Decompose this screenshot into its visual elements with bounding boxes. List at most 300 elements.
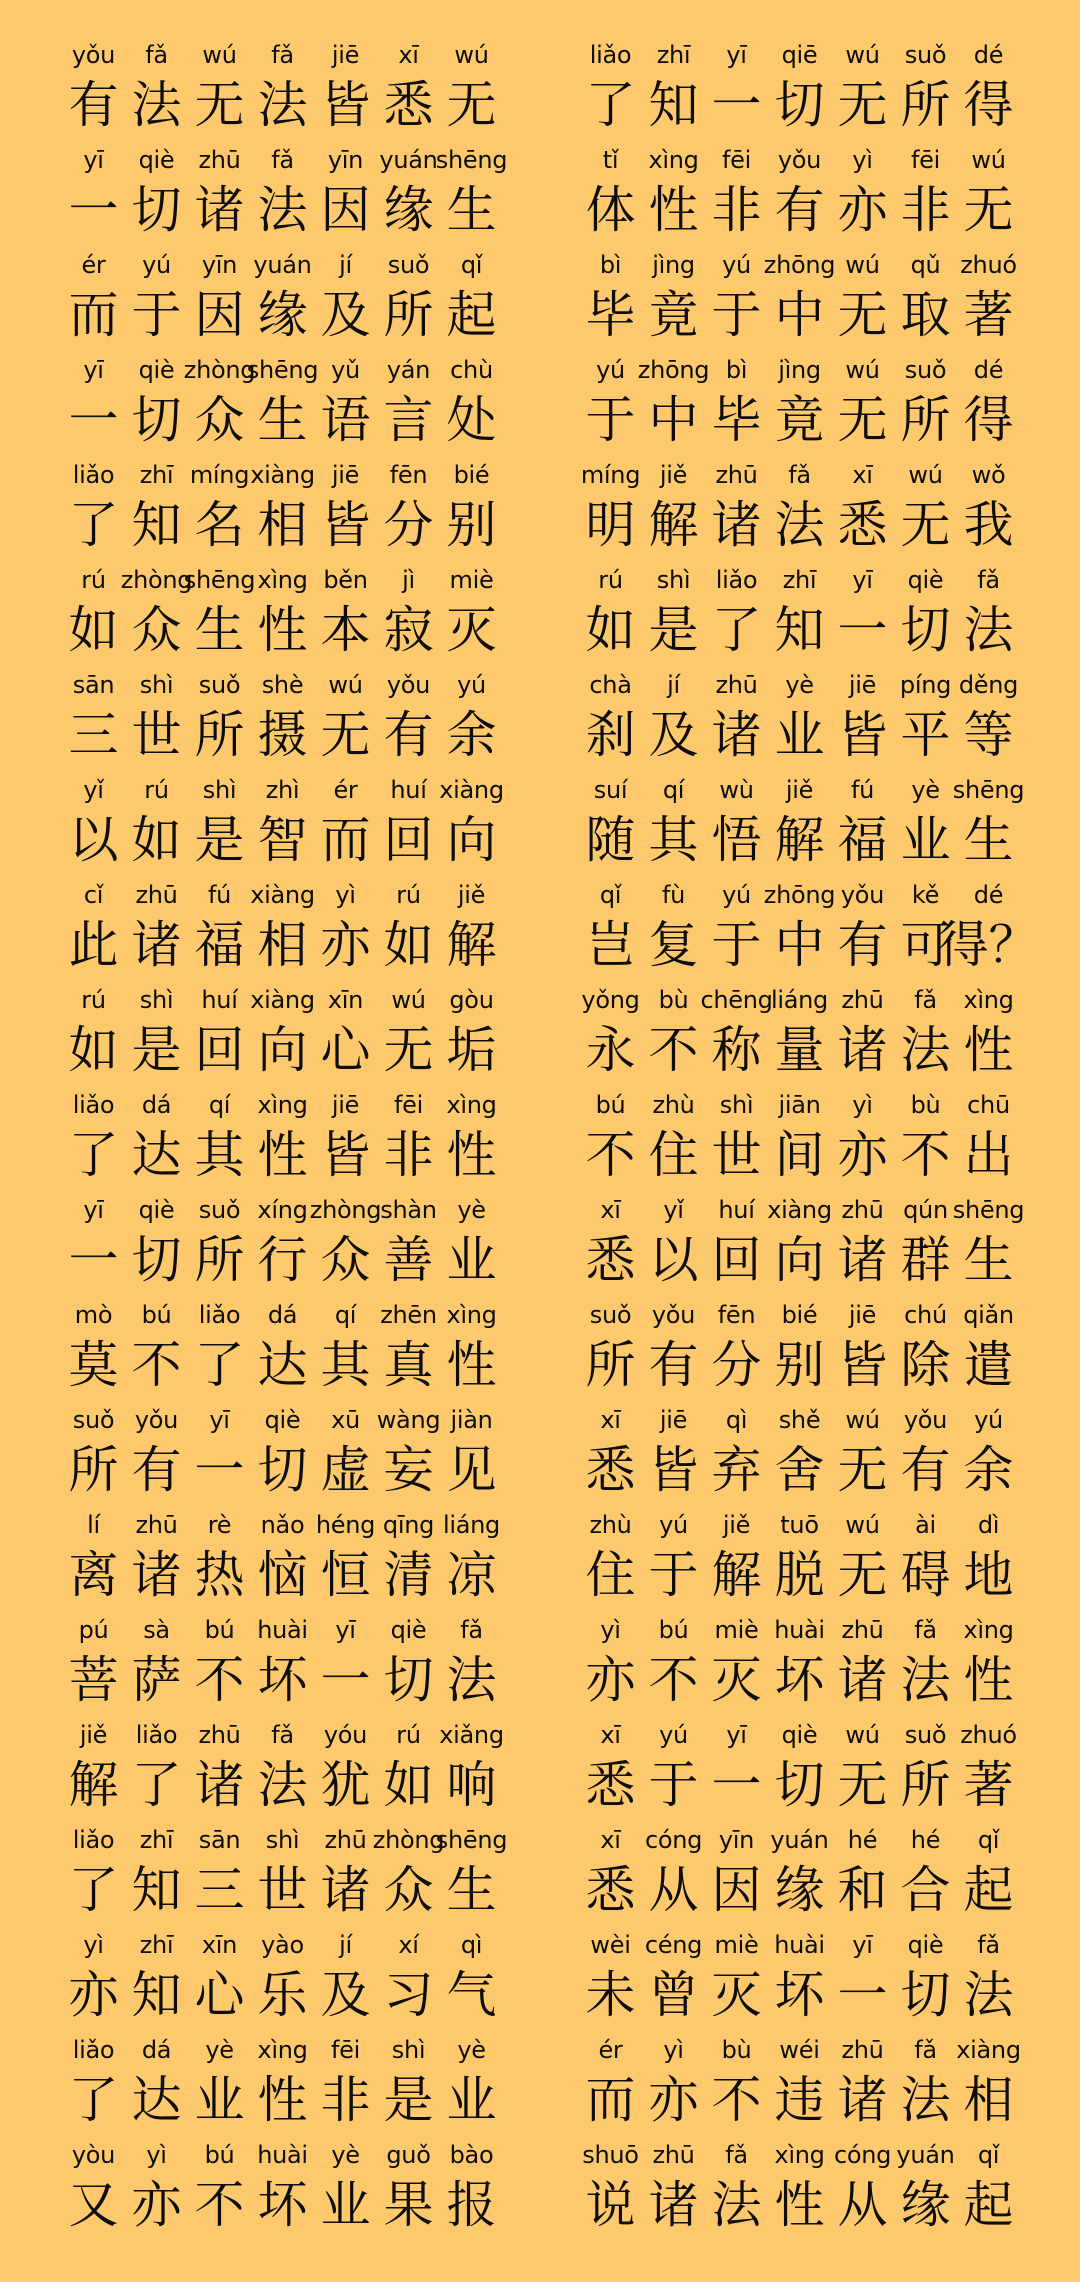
hanzi: 而 [585, 2071, 636, 2129]
pinyin: xiàng [250, 461, 315, 489]
pinyin: yǐ [663, 1196, 684, 1224]
hanzi: 真 [383, 1336, 434, 1394]
hanzi: 性 [648, 181, 699, 239]
verse-line-left [0, 1716, 563, 1821]
character-cell [705, 2136, 768, 2241]
pinyin: qiē [781, 41, 818, 69]
hanzi: 所 [900, 391, 951, 449]
hanzi: 如 [131, 811, 182, 869]
verse-row [0, 1296, 1080, 1401]
character-cell [705, 1821, 768, 1926]
pinyin: qì [725, 1406, 748, 1434]
verse-row [0, 2031, 1080, 2136]
pinyin: fǎ [977, 1931, 1000, 1959]
character-cell [440, 246, 503, 351]
pinyin: cóng [833, 2141, 892, 2169]
verse-line-left [0, 1821, 563, 1926]
pinyin: qǐ [977, 2141, 1000, 2169]
character-cell [377, 876, 440, 981]
character-cell [377, 1296, 440, 1401]
character-cell [377, 36, 440, 141]
character-cell [251, 1821, 314, 1926]
pinyin: liǎo [715, 566, 758, 594]
hanzi: 诸 [837, 1231, 888, 1289]
character-cell [435, 1821, 508, 1926]
hanzi: 所 [194, 706, 245, 764]
hanzi: 缘 [900, 2176, 951, 2234]
pinyin: qiè [781, 1721, 818, 1749]
pinyin: xíng [257, 1196, 308, 1224]
hanzi: 而 [68, 286, 119, 344]
pinyin: shì [656, 566, 691, 594]
character-cell [251, 876, 314, 981]
hanzi: 不 [711, 2071, 762, 2129]
pinyin: zhū [652, 2141, 695, 2169]
character-cell [642, 1086, 705, 1191]
hanzi: 及 [320, 286, 371, 344]
character-cell [642, 1191, 705, 1296]
hanzi: 皆 [320, 1126, 371, 1184]
pinyin: wú [908, 461, 943, 489]
pinyin: fǎ [914, 986, 937, 1014]
pinyin: yǐ [83, 776, 104, 804]
hanzi: 清 [383, 1546, 434, 1604]
character-cell [579, 246, 642, 351]
pinyin: gòu [449, 986, 494, 1014]
hanzi: 众 [383, 1861, 434, 1919]
pinyin: hé [910, 1826, 941, 1854]
pinyin: liǎo [72, 1091, 115, 1119]
hanzi: 诸 [711, 706, 762, 764]
pinyin: wù [719, 776, 754, 804]
character-cell [768, 771, 831, 876]
character-cell [957, 1296, 1020, 1401]
hanzi: 业 [774, 706, 825, 764]
character-cell [894, 36, 957, 141]
hanzi: 分 [711, 1336, 762, 1394]
hanzi: 心 [320, 1021, 371, 1079]
character-cell [251, 1296, 314, 1401]
hanzi: 缘 [383, 181, 434, 239]
character-cell [251, 1506, 314, 1611]
hanzi: 别 [774, 1336, 825, 1394]
character-cell [440, 1506, 503, 1611]
pinyin: yī [726, 41, 747, 69]
pinyin: liáng [443, 1511, 500, 1539]
verse-line-right [563, 1611, 1080, 1716]
character-cell [768, 561, 831, 666]
hanzi: 此 [68, 916, 119, 974]
character-cell [62, 1821, 125, 1926]
hanzi: 所 [900, 76, 951, 134]
character-cell [579, 666, 642, 771]
character-cell [957, 1716, 1020, 1821]
verse-line-left [0, 771, 563, 876]
character-cell [246, 351, 319, 456]
hanzi: 取 [900, 286, 951, 344]
verse-line-right [563, 876, 1080, 981]
hanzi: 犹 [320, 1756, 371, 1814]
character-cell [894, 1086, 957, 1191]
hanzi: 亦 [648, 2071, 699, 2129]
pinyin: xīn [327, 986, 364, 1014]
pinyin: yǒu [386, 671, 431, 699]
pinyin: shēng [952, 1196, 1025, 1224]
verse-row [0, 1611, 1080, 1716]
character-cell [894, 1611, 957, 1716]
character-cell [894, 246, 957, 351]
pinyin: wú [391, 986, 426, 1014]
hanzi: 竟 [648, 286, 699, 344]
hanzi: 切 [383, 1651, 434, 1709]
verse-line-right [563, 771, 1080, 876]
character-cell [768, 351, 831, 456]
hanzi: 解 [68, 1756, 119, 1814]
hanzi: 又 [68, 2176, 119, 2234]
hanzi: 法 [900, 2071, 951, 2129]
pinyin: xìng [257, 2036, 308, 2064]
pinyin: dì [977, 1511, 1000, 1539]
character-cell [831, 351, 894, 456]
character-cell [579, 141, 642, 246]
hanzi: 达 [257, 1336, 308, 1394]
pinyin: zhū [841, 2036, 884, 2064]
character-cell [314, 1086, 377, 1191]
hanzi: 别 [446, 496, 497, 554]
character-cell [705, 1506, 768, 1611]
pinyin: céng [644, 1931, 703, 1959]
pinyin: liǎo [589, 41, 632, 69]
verse-line-right [563, 351, 1080, 456]
hanzi: 中 [774, 286, 825, 344]
hanzi: 生 [257, 391, 308, 449]
hanzi: 皆 [837, 706, 888, 764]
character-cell [705, 1296, 768, 1401]
pinyin: rú [396, 1721, 421, 1749]
hanzi: 得 [963, 391, 1014, 449]
character-cell [62, 246, 125, 351]
character-cell [377, 1506, 440, 1611]
pinyin: yóu [323, 1721, 368, 1749]
character-cell [309, 1191, 382, 1296]
character-cell [957, 141, 1020, 246]
character-cell [440, 351, 503, 456]
hanzi: 处 [446, 391, 497, 449]
character-cell [314, 876, 377, 981]
hanzi: 曾 [648, 1966, 699, 2024]
hanzi: 福 [194, 916, 245, 974]
character-cell [831, 1086, 894, 1191]
pinyin: fǎ [145, 41, 168, 69]
character-cell [705, 1926, 768, 2031]
pinyin: huí [718, 1196, 755, 1224]
character-cell [125, 666, 188, 771]
hanzi: 诸 [711, 496, 762, 554]
pinyin: cóng [644, 1826, 703, 1854]
hanzi: 法 [131, 76, 182, 134]
hanzi: 了 [194, 1336, 245, 1394]
pinyin: xī [852, 461, 873, 489]
pinyin: xiàng [250, 986, 315, 1014]
pinyin: bié [781, 1301, 818, 1329]
pinyin: chū [967, 1091, 1010, 1119]
verse-row [0, 1506, 1080, 1611]
hanzi: 知 [131, 1861, 182, 1919]
character-cell [62, 666, 125, 771]
hanzi: 一 [711, 76, 762, 134]
character-cell [642, 876, 705, 981]
hanzi: 一 [194, 1441, 245, 1499]
pinyin: mò [74, 1301, 113, 1329]
pinyin: bú [595, 1091, 626, 1119]
hanzi: 有 [837, 916, 888, 974]
character-cell [894, 561, 957, 666]
verse-line-right [563, 2136, 1080, 2241]
hanzi: 诸 [131, 1546, 182, 1604]
character-cell [705, 1611, 768, 1716]
pinyin: dé [973, 356, 1004, 384]
hanzi: 生 [446, 181, 497, 239]
hanzi: 向 [774, 1231, 825, 1289]
character-cell [62, 1926, 125, 2031]
hanzi: 以 [68, 811, 119, 869]
hanzi: 业 [194, 2071, 245, 2129]
character-cell [831, 1821, 894, 1926]
pinyin: qí [334, 1301, 357, 1329]
character-cell [768, 1506, 831, 1611]
character-cell [831, 1716, 894, 1821]
character-cell [125, 36, 188, 141]
verse-line-right [563, 2031, 1080, 2136]
character-cell [579, 1926, 642, 2031]
hanzi: 于 [711, 286, 762, 344]
character-cell [894, 2031, 957, 2136]
character-cell [314, 1611, 377, 1716]
pinyin: yī [83, 146, 104, 174]
character-cell [314, 1401, 377, 1506]
character-cell [188, 456, 251, 561]
pinyin: fēn [717, 1301, 756, 1329]
hanzi: 诸 [194, 1756, 245, 1814]
character-cell [188, 1296, 251, 1401]
character-cell [894, 666, 957, 771]
character-cell [894, 1401, 957, 1506]
pinyin: fú [207, 881, 232, 909]
pinyin: yè [205, 2036, 234, 2064]
verse-line-left [0, 351, 563, 456]
hanzi: 悉 [383, 76, 434, 134]
pinyin: wú [454, 41, 489, 69]
hanzi: 业 [446, 2071, 497, 2129]
pinyin: qǐ [599, 881, 622, 909]
hanzi: 了 [68, 1126, 119, 1184]
pinyin: yì [600, 1616, 621, 1644]
character-cell [62, 1716, 125, 1821]
pinyin: xī [600, 1196, 621, 1224]
character-cell [768, 981, 831, 1086]
character-cell [894, 1296, 957, 1401]
character-cell [705, 351, 768, 456]
hanzi: 及 [648, 706, 699, 764]
character-cell [377, 1716, 440, 1821]
character-cell [251, 1086, 314, 1191]
hanzi: 切 [131, 1231, 182, 1289]
hanzi: 称 [711, 1021, 762, 1079]
hanzi: 回 [383, 811, 434, 869]
character-cell [705, 771, 768, 876]
character-cell [314, 36, 377, 141]
pinyin: huài [257, 1616, 308, 1644]
character-cell [314, 351, 377, 456]
pinyin: yǔ [331, 356, 360, 384]
character-cell [579, 351, 642, 456]
pinyin: děng [958, 671, 1019, 699]
hanzi: 世 [711, 1126, 762, 1184]
verse-line-right [563, 981, 1080, 1086]
pinyin: zhū [715, 461, 758, 489]
pinyin: chú [904, 1301, 947, 1329]
character-cell [188, 1086, 251, 1191]
verse-line-left [0, 876, 563, 981]
character-cell [957, 1611, 1020, 1716]
character-cell [642, 1716, 705, 1821]
pinyin: bú [204, 1616, 235, 1644]
hanzi: 和 [837, 1861, 888, 1919]
pinyin: hé [847, 1826, 878, 1854]
pinyin: wàng [376, 1406, 441, 1434]
hanzi: 于 [648, 1546, 699, 1604]
character-cell [188, 1401, 251, 1506]
pinyin: yì [146, 2141, 167, 2169]
character-cell [440, 561, 503, 666]
character-cell [377, 666, 440, 771]
hanzi: 毕 [711, 391, 762, 449]
hanzi: 地 [963, 1546, 1014, 1604]
pinyin: fǎ [460, 1616, 483, 1644]
hanzi: 亦 [320, 916, 371, 974]
pinyin: chà [589, 671, 632, 699]
hanzi: 见 [446, 1441, 497, 1499]
character-cell [188, 1611, 251, 1716]
verse-row [0, 561, 1080, 666]
hanzi: 回 [194, 1021, 245, 1079]
pinyin: jiě [79, 1721, 108, 1749]
verse-line-right [563, 246, 1080, 351]
hanzi: 凉 [446, 1546, 497, 1604]
pinyin: sà [143, 1616, 170, 1644]
character-cell [831, 1611, 894, 1716]
hanzi: 碍 [900, 1546, 951, 1604]
pinyin: zhū [841, 1196, 884, 1224]
pinyin: suǒ [198, 671, 241, 699]
character-cell [251, 1611, 314, 1716]
character-cell [957, 2136, 1020, 2241]
pinyin: xī [600, 1826, 621, 1854]
hanzi: 业 [900, 811, 951, 869]
character-cell [642, 1401, 705, 1506]
hanzi: 解 [648, 496, 699, 554]
pinyin: huài [774, 1931, 825, 1959]
pinyin: bù [658, 986, 689, 1014]
hanzi: 所 [68, 1441, 119, 1499]
character-cell [705, 1086, 768, 1191]
character-cell [579, 1296, 642, 1401]
hanzi: 著 [963, 1756, 1014, 1814]
character-cell [642, 561, 705, 666]
hanzi: 因 [320, 181, 371, 239]
hanzi: 众 [320, 1231, 371, 1289]
character-cell [377, 2031, 440, 2136]
character-cell [768, 141, 831, 246]
hanzi: 切 [131, 181, 182, 239]
hanzi: 如 [383, 916, 434, 974]
hanzi: 切 [900, 1966, 951, 2024]
hanzi: 诸 [194, 181, 245, 239]
character-cell [314, 561, 377, 666]
character-cell [440, 1926, 503, 2031]
hanzi: 法 [963, 601, 1014, 659]
pinyin: xiàng [956, 2036, 1021, 2064]
character-cell [62, 1086, 125, 1191]
pinyin: yè [785, 671, 814, 699]
character-cell [314, 2136, 377, 2241]
verse-line-right [563, 561, 1080, 666]
hanzi: 向 [446, 811, 497, 869]
hanzi: 亦 [68, 1966, 119, 2024]
pinyin: yuán [379, 146, 438, 174]
hanzi: 不 [131, 1336, 182, 1394]
character-cell [125, 456, 188, 561]
hanzi: 垢 [446, 1021, 497, 1079]
character-cell [440, 36, 503, 141]
pinyin: héng [315, 1511, 376, 1539]
hanzi: 摄 [257, 706, 308, 764]
pinyin: yú [722, 251, 751, 279]
pinyin: miè [449, 566, 494, 594]
character-cell [642, 246, 705, 351]
pinyin: zhòng [120, 566, 193, 594]
hanzi: 法 [774, 496, 825, 554]
verse-line-right [563, 1821, 1080, 1926]
hanzi: 永 [585, 1021, 636, 1079]
hanzi: 法 [900, 1651, 951, 1709]
hanzi: 心 [194, 1966, 245, 2024]
hanzi: 无 [837, 1756, 888, 1814]
pinyin: yào [261, 1931, 304, 1959]
hanzi: 亦 [837, 1126, 888, 1184]
pinyin: shēng [435, 146, 508, 174]
character-cell [768, 1821, 831, 1926]
pinyin: bié [453, 461, 490, 489]
character-cell [183, 561, 256, 666]
pinyin: ér [333, 776, 358, 804]
hanzi: 得 [963, 76, 1014, 134]
hanzi: 有 [68, 76, 119, 134]
verse-row [0, 456, 1080, 561]
hanzi: 性 [257, 601, 308, 659]
pinyin: bì [725, 356, 748, 384]
pinyin: fù [661, 881, 686, 909]
hanzi: 非 [320, 2071, 371, 2129]
character-cell [642, 2031, 705, 2136]
hanzi: 诸 [837, 1021, 888, 1079]
hanzi: 世 [131, 706, 182, 764]
pinyin: lí [87, 1511, 100, 1539]
pinyin: tǐ [602, 146, 619, 174]
pinyin: jiě [659, 461, 688, 489]
character-cell [894, 1821, 957, 1926]
character-cell [251, 456, 314, 561]
